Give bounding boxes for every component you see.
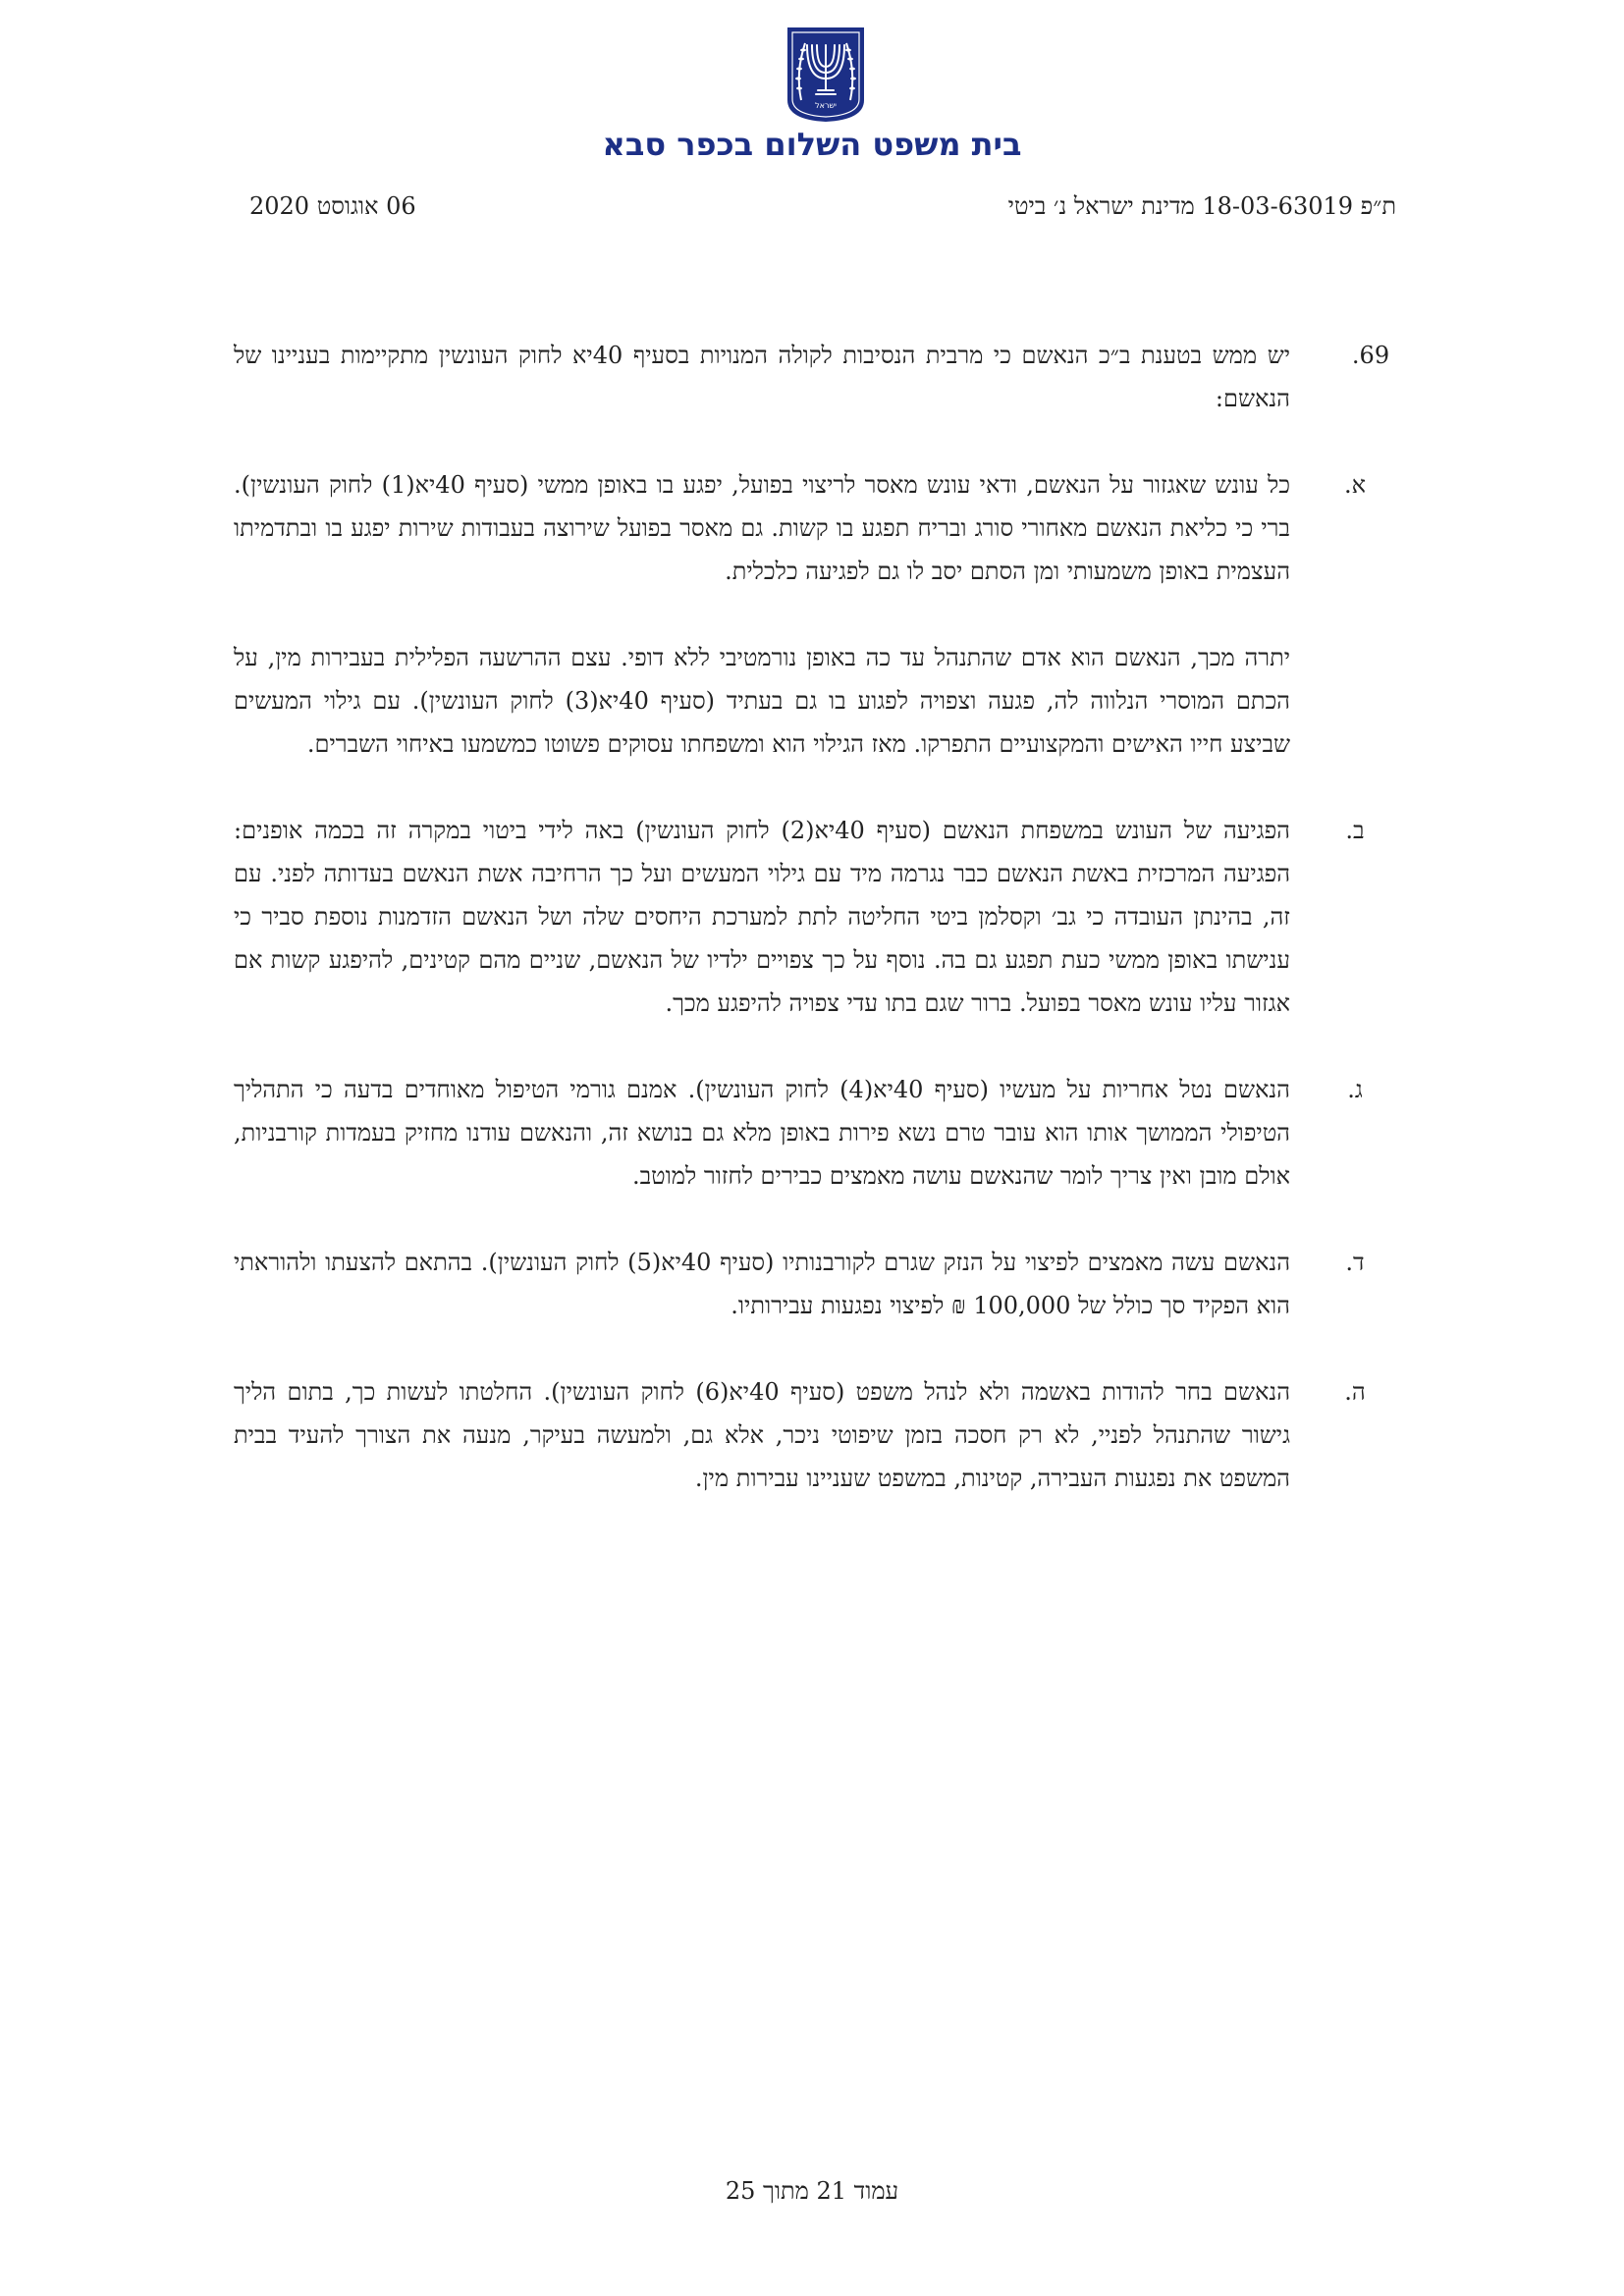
case-id: ת״פ 18-03-63019 מדינת ישראל נ׳ ביטי bbox=[1007, 192, 1396, 220]
case-date: 06 אוגוסט 2020 bbox=[249, 192, 416, 220]
court-name: בית משפט השלום בכפר סבא bbox=[602, 126, 1022, 163]
subitem-text: כל עונש שאגזור על הנאשם, ודאי עונש מאסר לריצוי בפועל, יפגע בו באופן ממשי (סעיף 40יא(1) לחוק העונשין). ברי כי כליאת הנאשם מאחורי סורג ובריח תפגע בו קשות. גם מאסר בפועל שירוצה בעבודות שירות יפגע בו ובתדמיתו העצמית באופן משמעותי ומן הסתם יסב לו גם לפגיעה כלכלית. bbox=[234, 471, 1290, 585]
subitem-dalet bbox=[234, 1241, 1400, 1327]
state-emblem-icon bbox=[784, 24, 868, 124]
subitem-text: יתרה מכך, הנאשם הוא אדם שהתנהל עד כה באופן נורמטיבי ללא דופי. עצם ההרשעה הפלילית בעבירות מין, על הכתם המוסרי הנלווה לה, פגעה וצפויה לפגוע בו גם בעתיד (סעיף 40יא(3) לחוק העונשין). עם גילוי המעשים שביצע חייו האישים והמקצועיים התפרקו. מאז הגילוי הוא ומשפחתו עסוקים פשוטו כמשמעו באיחוי השברים. bbox=[234, 644, 1290, 758]
subitem-letter: ד. bbox=[1345, 1249, 1365, 1276]
subitem-letter: ג. bbox=[1347, 1076, 1363, 1103]
paragraph-69 bbox=[234, 334, 1400, 420]
paragraph-number: 69. bbox=[1351, 342, 1390, 369]
subitem-alef-continuation bbox=[234, 636, 1400, 766]
subitem-text: הנאשם עשה מאמצים לפיצוי על הנזק שגרם לקורבנותיו (סעיף 40יא(5) לחוק העונשין). בהתאם להצעתו ולהוראתי הוא הפקיד סך כולל של 100,000 ₪ לפיצוי נפגעות עבירותיו. bbox=[234, 1249, 1290, 1319]
document-body bbox=[234, 334, 1400, 1543]
subitem-he bbox=[234, 1370, 1400, 1500]
subitem-letter: ה. bbox=[1344, 1378, 1366, 1406]
subitem-bet bbox=[234, 809, 1400, 1025]
subitem-text: הפגיעה של העונש במשפחת הנאשם (סעיף 40יא(2) לחוק העונשין) באה לידי ביטוי במקרה זה בכמה אופנים: הפגיעה המרכזית באשת הנאשם כבר נגרמה מיד עם גילוי המעשים ועל כך הרחיבה אשת הנאשם בעדותה לפני. עם זה, בהינתן העובדה כי גב׳ וקסלמן ביטי החליטה לתת למערכת היחסים שלה ושל הנאשם הזדמנות נוספת סביר כי ענישתו באופן ממשי כעת תפגע גם בה. נוסף על כך צפויים ילדיו של הנאשם, שניים מהם קטינים, להיפגע קשות אם אגזור עליו עונש מאסר בפועל. ברור שגם בתו עדי צפויה להיפגע מכך. bbox=[234, 817, 1290, 1017]
paragraph-text: יש ממש בטענת ב״כ הנאשם כי מרבית הנסיבות לקולה המנויות בסעיף 40יא לחוק העונשין מתקיימות בעניינו של הנאשם: bbox=[234, 342, 1290, 412]
subitem-gimel bbox=[234, 1068, 1400, 1198]
subitem-letter: א. bbox=[1343, 471, 1367, 499]
subitem-text: הנאשם נטל אחריות על מעשיו (סעיף 40יא(4) לחוק העונשין). אמנם גורמי הטיפול מאוחדים בדעה כי התהליך הטיפולי הממושך אותו הוא עובר טרם נשא פירות באופן מלא גם בנושא זה, והנאשם עודנו מחזיק בעמדות קורבניות, אולם מובן ואין צריך לומר שהנאשם עושה מאמצים כבירים לחזור למוטב. bbox=[234, 1076, 1290, 1190]
emblem-caption: ישראל bbox=[815, 101, 837, 110]
subitem-alef bbox=[234, 463, 1400, 593]
subitem-text: הנאשם בחר להודות באשמה ולא לנהל משפט (סעיף 40יא(6) לחוק העונשין). החלטתו לעשות כך, בתום הליך גישור שהתנהל לפניי, לא רק חסכה בזמן שיפוטי ניכר, אלא גם, ולמעשה בעיקר, מנעה את הצורך להעיד בבית המשפט את נפגעות העבירה, קטינות, במשפט שעניינו עבירות מין. bbox=[234, 1378, 1291, 1492]
page-number: עמוד 21 מתוך 25 bbox=[725, 2177, 899, 2205]
subitem-letter: ב. bbox=[1345, 817, 1365, 844]
